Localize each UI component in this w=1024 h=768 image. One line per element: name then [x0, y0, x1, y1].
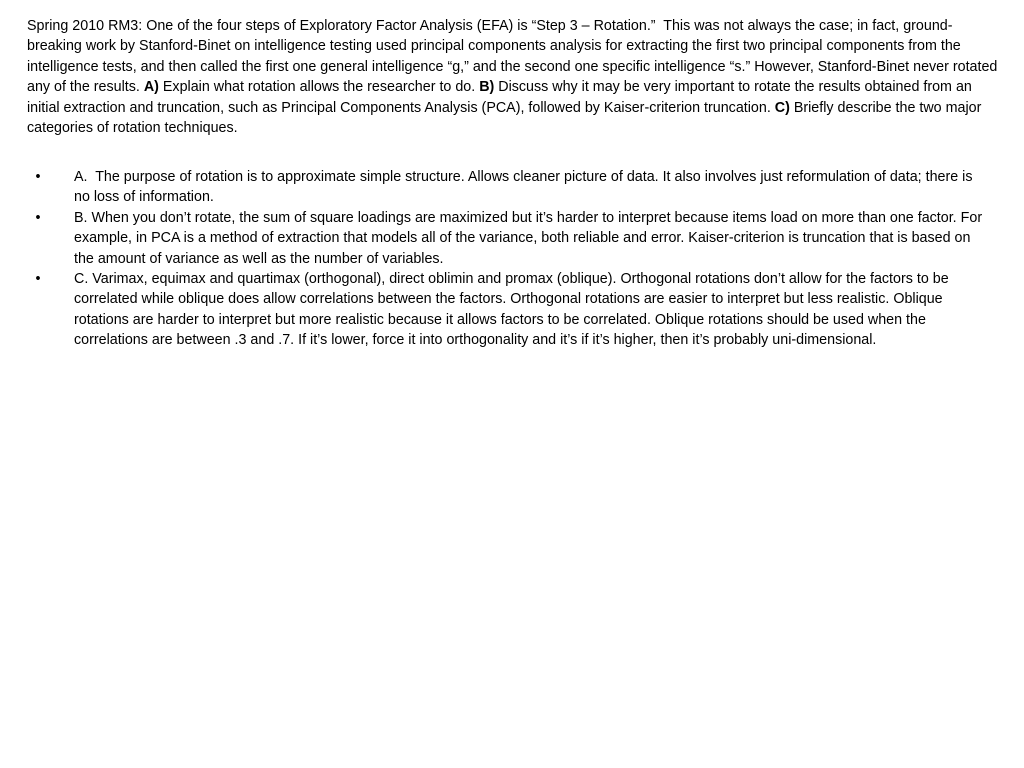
question-paragraph — [27, 16, 1007, 138]
part-a-text: Explain what rotation allows the researcher to do. — [158, 79, 480, 96]
part-b-label: B) — [479, 79, 495, 96]
answer-list — [27, 167, 987, 351]
answer-text-c: C. Varimax, equimax and quartimax (orthogonal), direct oblimin and promax (oblique). Orthogonal rotations don’t allow for the factors to be correlated while oblique does allow correlations between the factors. Orthogonal rotations are easier to interpret but less realistic. Oblique rotations are harder to interpret but more realistic because it allows factors to be correlated. Oblique rotations should be used when the correlations are between .3 and .7. If it’s lower, force it into orthogonality and it’s if it’s higher, then it’s probably uni-dimensional. — [74, 271, 949, 349]
bullet-icon: • — [35, 209, 41, 226]
bullet-icon: • — [35, 169, 41, 185]
answer-text-b: B. When you don’t rotate, the sum of square loadings are maximized but it’s harder to interpret because items load on more than one factor. For example, in PCA is a method of extraction that models all of the variance, both reliable and error. Kaiser-criterion is truncation that is based on the amount of variance as well as the number of variables. — [74, 209, 983, 267]
question-intro: Spring 2010 RM3: One of the four steps of Exploratory Factor Analysis (EFA) is “Step 3 – Rotation.” This was not always the case; in fact, ground-breaking work by Stanford-Binet on intelligence testing used principal components analysis for extracting the first two principal components from the intelligence tests, and then called the first one general intelligence “g,” and the second one specific intelligence “s.” However, Stanford-Binet never rotated any of the results. — [27, 18, 998, 96]
answer-text-a: A. The purpose of rotation is to approximate simple structure. Allows cleaner picture of data. It also involves just reformulation of data; there is no loss of information. — [74, 169, 973, 206]
answer-item-c — [27, 269, 987, 351]
answer-item-a — [27, 167, 987, 208]
part-c-text: Briefly describe the two major categories of rotation techniques. — [27, 99, 982, 137]
part-b-text: Discuss why it may be very important to rotate the results obtained from an initial extraction and truncation, such as Principal Components Analysis (PCA), followed by Kaiser-criterion truncation. — [27, 79, 972, 116]
bullet-icon: • — [35, 271, 41, 288]
part-c-label: C) — [774, 99, 790, 116]
answer-item-b — [27, 208, 987, 269]
part-a-label: A) — [143, 79, 159, 96]
